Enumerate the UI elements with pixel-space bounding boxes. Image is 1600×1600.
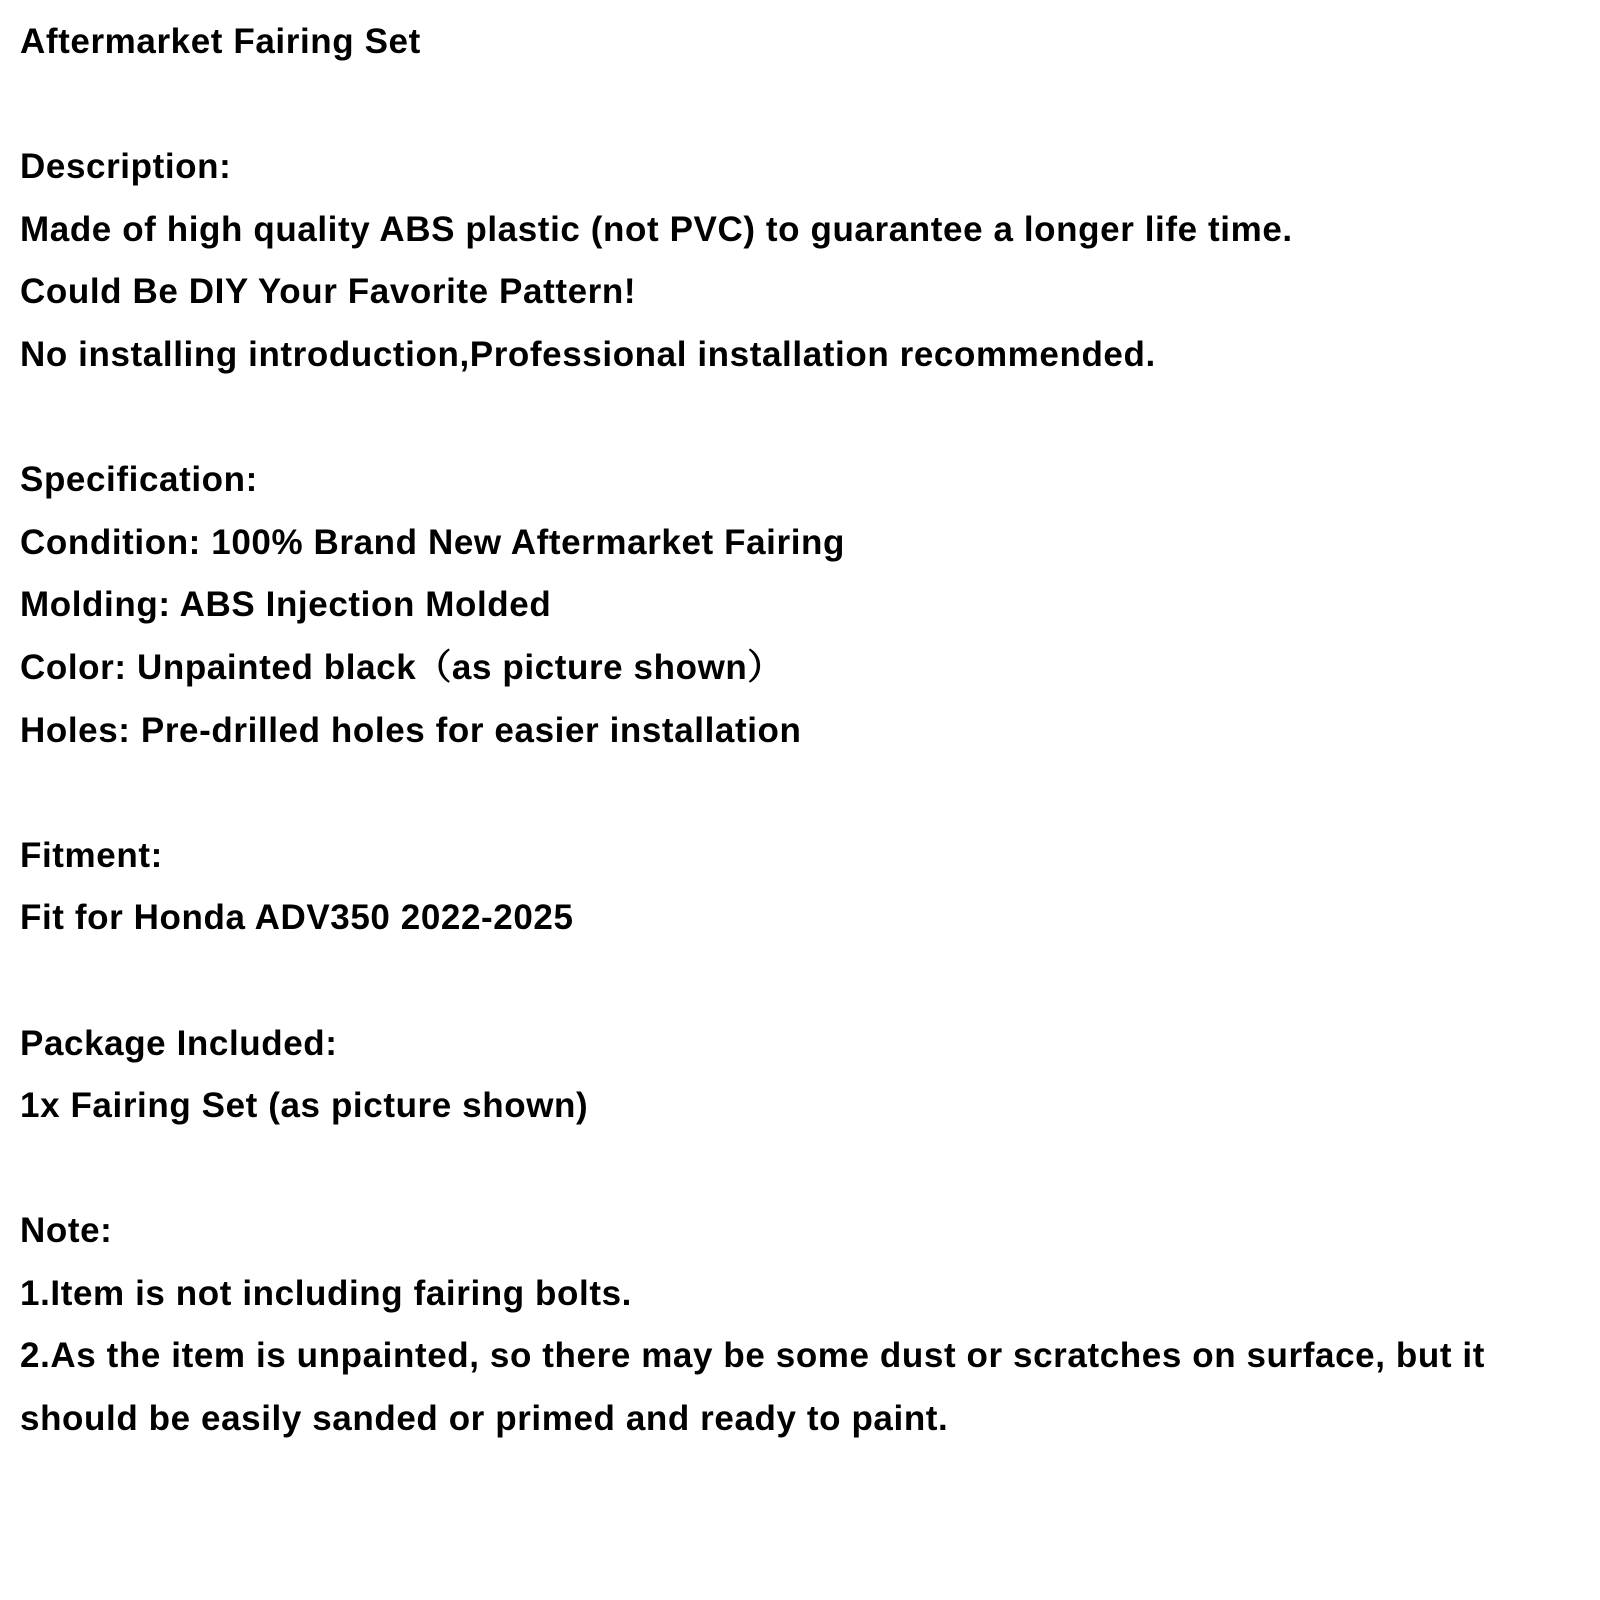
note-line: 1.Item is not including fairing bolts. [20, 1273, 632, 1313]
package-line: 1x Fairing Set (as picture shown) [20, 1086, 589, 1126]
description-heading: Description: [20, 147, 232, 187]
description-line: Could Be DIY Your Favorite Pattern! [20, 272, 637, 312]
section-spacer [20, 762, 1580, 825]
specification-line: Molding: ABS Injection Molded [20, 585, 552, 625]
note-line: 2.As the item is unpainted, so there may be some dust or scratches on surface, but it [20, 1336, 1485, 1376]
description-line: Made of high quality ABS plastic (not PVC) to guarantee a longer life time. [20, 209, 1293, 249]
section-spacer [20, 387, 1580, 450]
section-spacer [20, 1138, 1580, 1201]
description-line: No installing introduction,Professional installation recommended. [20, 334, 1156, 374]
note-line: should be easily sanded or primed and ready to paint. [20, 1399, 949, 1439]
specification-line: Color: Unpainted black（as picture shown） [20, 647, 783, 687]
section-spacer [20, 950, 1580, 1013]
fitment-heading: Fitment: [20, 835, 163, 875]
document-title: Aftermarket Fairing Set [20, 22, 421, 61]
product-document [20, 0, 1580, 1451]
section-spacer [20, 74, 1580, 137]
specification-heading: Specification: [20, 460, 258, 500]
specification-line: Holes: Pre-drilled holes for easier installation [20, 710, 802, 750]
package-heading: Package Included: [20, 1023, 338, 1063]
note-heading: Note: [20, 1211, 113, 1251]
fitment-line: Fit for Honda ADV350 2022-2025 [20, 898, 574, 938]
specification-line: Condition: 100% Brand New Aftermarket Fairing [20, 522, 845, 562]
